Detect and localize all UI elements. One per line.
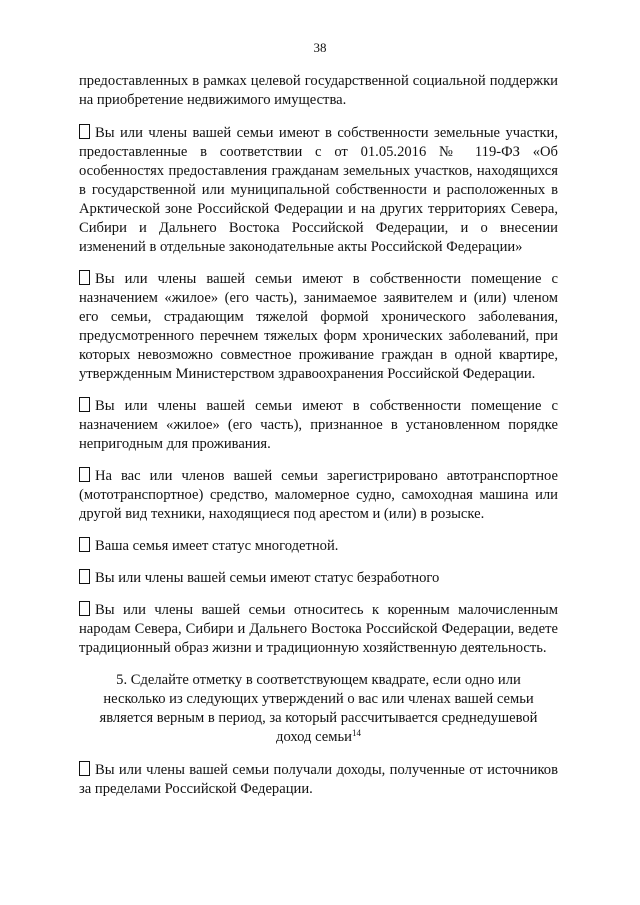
statement-text: Вы или члены вашей семьи имеют в собственности земельные участки, предоставленные в соответствии с от 01.05.2016 № 119-ФЗ «Об особенностях предоставления гражданам земельных участков, находящихся в государственной или муниципальной собственности и расположенных в Арктической зоне Российской Федерации и на других территориях Севера, Сибири и Дальнего Востока Российской Федерации, и о внесении изменений в отдельные законодательные акты Российской Федерации» — [79, 125, 558, 255]
statement-unemployed — [79, 569, 558, 588]
checkbox[interactable] — [79, 124, 90, 139]
statement-text: Ваша семья имеет статус многодетной. — [95, 538, 339, 554]
footnote-reference[interactable]: 14 — [351, 728, 361, 738]
checkbox[interactable] — [79, 537, 90, 552]
checkbox[interactable] — [79, 397, 90, 412]
statement-indigenous-peoples — [79, 601, 558, 658]
checkbox[interactable] — [79, 601, 90, 616]
statement-large-family — [79, 537, 558, 556]
statement-foreign-income — [79, 761, 558, 799]
checkbox[interactable] — [79, 761, 90, 776]
intro-paragraph: предоставленных в рамках целевой государственной социальной поддержки на приобретение недвижимого имущества. — [79, 73, 558, 108]
section-5-heading — [87, 671, 550, 747]
section-5-heading-text: 5. Сделайте отметку в соответствующем квадрате, если одно или несколько из следующих утверждений о вас или членах вашей семьи является верным в период, за который рассчитывается среднедушевой доход семьи — [99, 672, 538, 745]
statement-text: Вы или члены вашей семьи получали доходы, полученные от источников за пределами Российской Федерации. — [79, 762, 558, 797]
checkbox[interactable] — [79, 467, 90, 482]
checkbox[interactable] — [79, 569, 90, 584]
statement-land-plots — [79, 124, 558, 257]
statement-text: Вы или члены вашей семьи имеют в собственности помещение с назначением «жилое» (его часть), занимаемое заявителем и (или) членом его семьи, страдающим тяжелой формой хронического заболевания, предусмотренного перечнем тяжелых форм хронических заболеваний, при которых невозможно совместное проживание граждан в одной квартире, утвержденным Министерством здравоохранения Российской Федерации. — [79, 271, 558, 382]
page-number: 38 — [313, 40, 327, 55]
statement-vehicle-arrest — [79, 467, 558, 524]
statement-residential-premises-illness — [79, 270, 558, 384]
statement-text: На вас или членов вашей семьи зарегистрировано автотранспортное (мототранспортное) средство, маломерное судно, самоходная машина или другой вид техники, находящиеся под арестом и (или) в розыске. — [79, 468, 558, 522]
statement-premises-unfit — [79, 397, 558, 454]
checkbox[interactable] — [79, 270, 90, 285]
statement-text: Вы или члены вашей семьи относитесь к коренным малочисленным народам Севера, Сибири и Дальнего Востока Российской Федерации, ведете традиционный образ жизни и традиционную хозяйственную деятельность. — [79, 602, 558, 656]
statement-text: Вы или члены вашей семьи имеют в собственности помещение с назначением «жилое» (его часть), признанное в установленном порядке непригодным для проживания. — [79, 398, 558, 452]
page-content — [79, 72, 558, 812]
statement-text: Вы или члены вашей семьи имеют статус безработного — [95, 570, 440, 586]
